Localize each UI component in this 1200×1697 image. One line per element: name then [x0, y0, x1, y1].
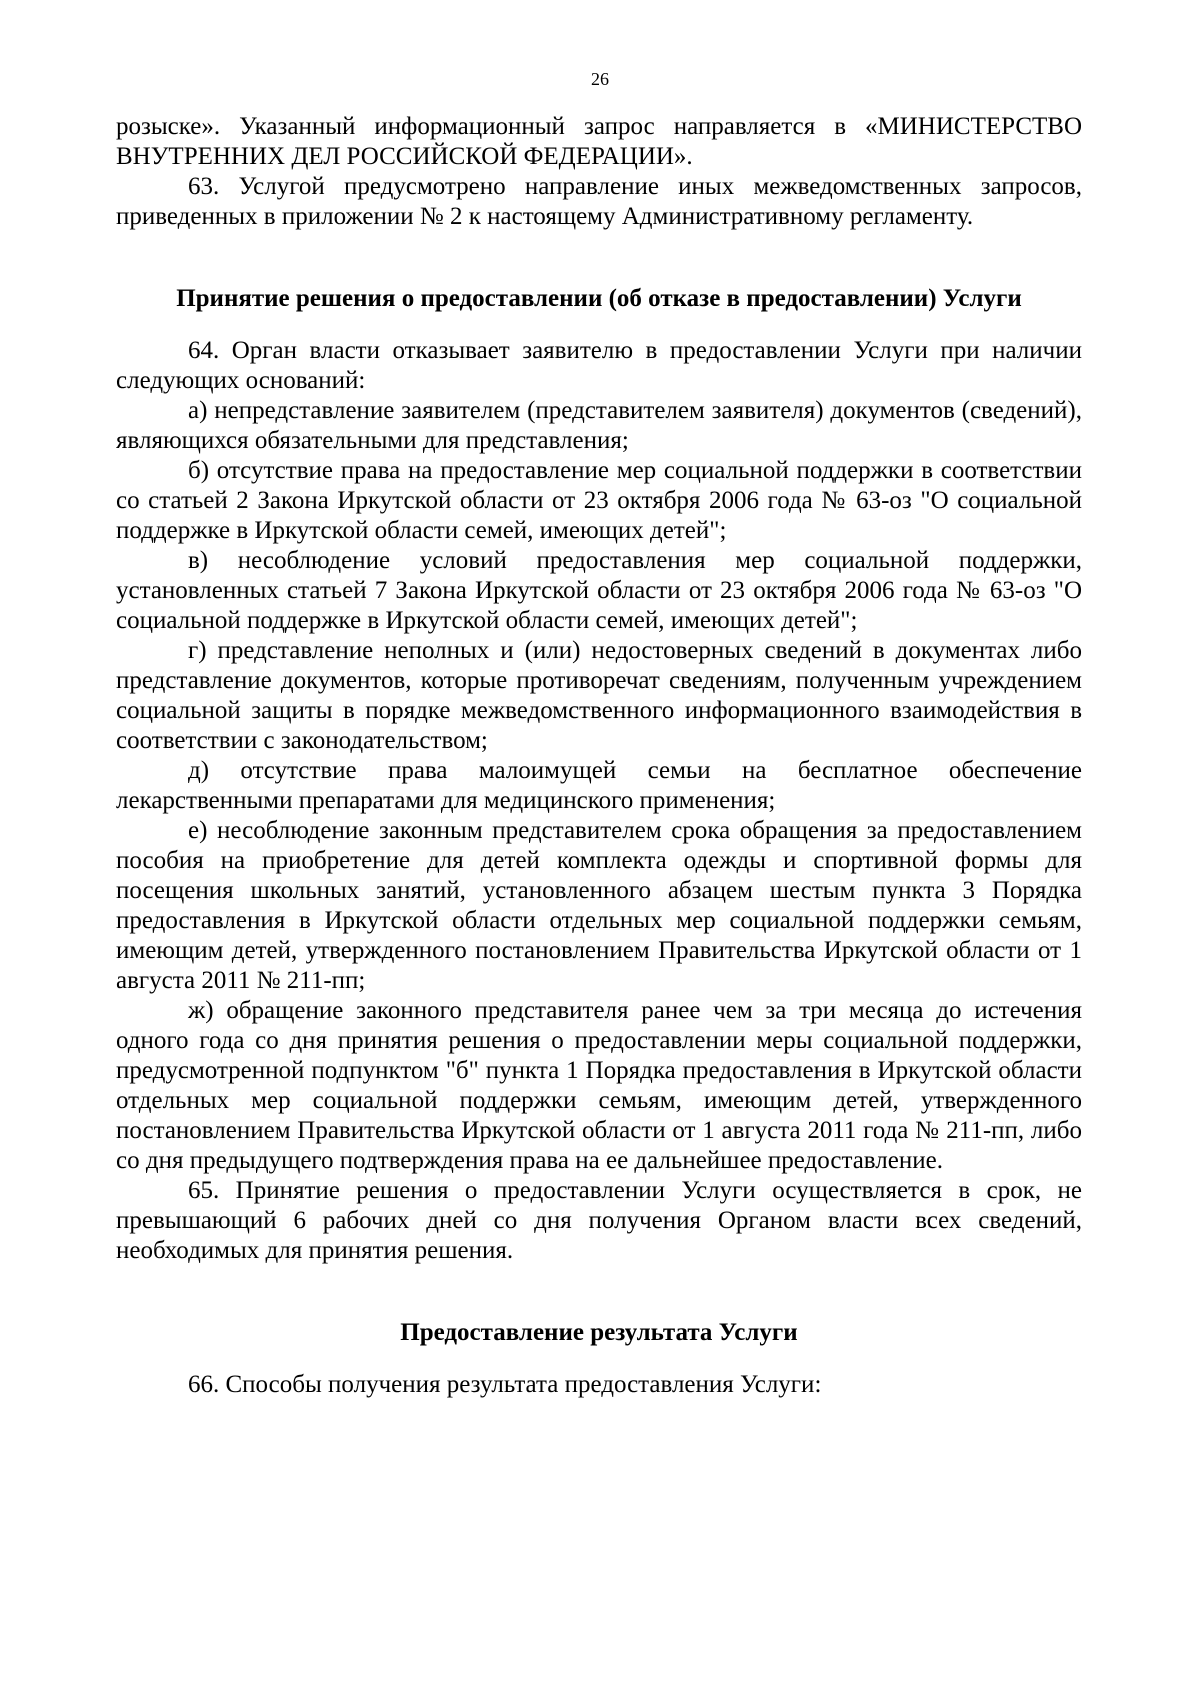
- paragraph-65: 65. Принятие решения о предоставлении Услуги осуществляется в срок, не превышающий 6 рабочих дней со дня получения Органом власти всех сведений, необходимых для принятия решения.: [116, 1177, 1082, 1264]
- paragraph-66: 66. Способы получения результата предоставления Услуги:: [188, 1371, 822, 1398]
- paragraph-64: 64. Орган власти отказывает заявителю в предоставлении Услуги при наличии следующих оснований:: [116, 337, 1082, 394]
- document-body: [116, 112, 1082, 1400]
- section-heading-decision: Принятие решения о предоставлении (об отказе в предоставлении) Услуги: [176, 285, 1022, 312]
- list-item-a: а) непредставление заявителем (представителем заявителя) документов (сведений), являющихся обязательными для представления;: [116, 397, 1082, 454]
- list-item-b: б) отсутствие права на предоставление мер социальной поддержки в соответствии со статьей 2 Закона Иркутской области от 23 октября 2006 года № 63-оз "О социальной поддержке в Иркутской области семей, имеющих детей";: [116, 457, 1082, 544]
- list-item-zh: ж) обращение законного представителя ранее чем за три месяца до истечения одного года со дня принятия решения о предоставлении меры социальной поддержки, предусмотренной подпунктом "б" пункта 1 Порядка предоставления в Иркутской области отдельных мер социальной поддержки семьям, имеющим детей, утвержденного постановлением Правительства Иркутской области от 1 августа 2011 года № 211-пп, либо со дня предыдущего подтверждения права на ее дальнейшее предоставление.: [116, 997, 1082, 1174]
- paragraph-continuation: розыске». Указанный информационный запрос направляется в «МИНИСТЕРСТВО ВНУТРЕННИХ ДЕЛ РОССИЙСКОЙ ФЕДЕРАЦИИ».: [116, 113, 1082, 170]
- list-item-d: д) отсутствие права малоимущей семьи на бесплатное обеспечение лекарственными препаратами для медицинского применения;: [116, 757, 1082, 814]
- paragraph-63: 63. Услугой предусмотрено направление иных межведомственных запросов, приведенных в приложении № 2 к настоящему Административному регламенту.: [116, 173, 1082, 230]
- section-heading-result: Предоставление результата Услуги: [400, 1319, 798, 1346]
- list-item-g: г) представление неполных и (или) недостоверных сведений в документах либо представление документов, которые противоречат сведениям, полученным учреждением социальной защиты в порядке межведомственного информационного взаимодействия в соответствии с законодательством;: [116, 637, 1082, 754]
- page-number: 26: [591, 69, 609, 89]
- list-item-v: в) несоблюдение условий предоставления мер социальной поддержки, установленных статьей 7 Закона Иркутской области от 23 октября 2006 года № 63-оз "О социальной поддержке в Иркутской области семей, имеющих детей";: [116, 547, 1082, 634]
- list-item-e: е) несоблюдение законным представителем срока обращения за предоставлением пособия на приобретение для детей комплекта одежды и спортивной формы для посещения школьных занятий, установленного абзацем шестым пункта 3 Порядка предоставления в Иркутской области отдельных мер социальной поддержки семьям, имеющим детей, утвержденного постановлением Правительства Иркутской области от 1 августа 2011 № 211-пп;: [116, 817, 1082, 994]
